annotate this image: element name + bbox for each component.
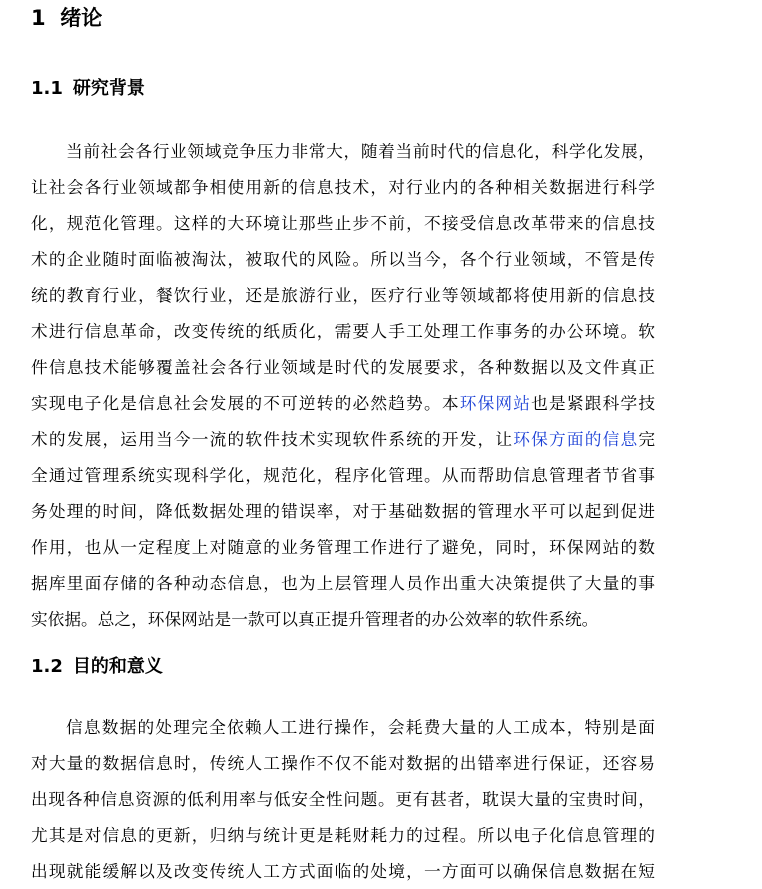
paragraph-line: 信息数据的处理完全依赖人工进行操作，会耗费大量的人工成本，特别是面	[66, 717, 655, 737]
environmental-site-link[interactable]: 环保网站	[459, 393, 532, 413]
paragraph-line: 件信息技术能够覆盖社会各行业领域是时代的发展要求，各种数据以及文件真正	[31, 357, 655, 377]
chapter-title: 绪论	[60, 6, 103, 30]
line-text: 实现电子化是信息社会发展的不可逆转的必然趋势。本	[31, 393, 460, 413]
paragraph-line: 全通过管理系统实现科学化，规范化，程序化管理。从而帮助信息管理者节省事	[31, 465, 655, 485]
paragraph-line: 务处理的时间，降低数据处理的错误率，对于基础数据的管理水平可以起到促进	[31, 501, 655, 521]
paragraph-line: 术的企业随时面临被淘汰，被取代的风险。所以当今，各个行业领域，不管是传	[31, 249, 655, 269]
background-paragraph	[31, 133, 655, 637]
section-number: 1.2	[31, 656, 63, 677]
paragraph-line: 化，规范化管理。这样的大环境让那些止步不前，不接受信息改革带来的信息技	[31, 213, 655, 233]
paragraph-line: 作用，也从一定程度上对随意的业务管理工作进行了避免，同时，环保网站的数	[31, 537, 655, 557]
paragraph-line: 出现各种信息资源的低利用率与低安全性问题。更有甚者，耽误大量的宝贵时间，	[31, 789, 655, 809]
section-heading-purpose	[31, 654, 163, 680]
purpose-paragraph	[31, 709, 655, 889]
line-text: 也是紧跟科学技	[531, 393, 656, 413]
paragraph-line: 让社会各行业领域都争相使用新的信息技术，对行业内的各种相关数据进行科学	[31, 177, 655, 197]
paragraph-line: 术进行信息革命，改变传统的纸质化，需要人手工处理工作事务的办公环境。软	[31, 321, 655, 341]
paragraph-line: 尤其是对信息的更新，归纳与统计更是耗财耗力的过程。所以电子化信息管理的	[31, 825, 655, 845]
paragraph-line: 当前社会各行业领域竞争压力非常大，随着当前时代的信息化，科学化发展，	[66, 141, 655, 161]
paragraph-line: 出现就能缓解以及改变传统人工方式面临的处境，一方面可以确保信息数据在短	[31, 861, 655, 881]
paragraph-line: 对大量的数据信息时，传统人工操作不仅不能对数据的出错率进行保证，还容易	[31, 753, 655, 773]
environmental-info-link[interactable]: 环保方面的信息	[513, 429, 639, 449]
section-heading-background	[31, 76, 145, 102]
paragraph-line: 据库里面存储的各种动态信息，也为上层管理人员作出重大决策提供了大量的事	[31, 573, 655, 593]
line-text: 术的发展，运用当今一流的软件技术实现软件系统的开发，让	[31, 429, 514, 449]
paragraph-line: 实依据。总之，环保网站是一款可以真正提升管理者的办公效率的软件系统。	[31, 609, 599, 629]
section-number: 1.1	[31, 78, 63, 99]
chapter-heading	[31, 4, 102, 32]
paragraph-line: 统的教育行业，餐饮行业，还是旅游行业，医疗行业等领域都将使用新的信息技	[31, 285, 655, 305]
section-title: 研究背景	[72, 78, 145, 99]
section-title: 目的和意义	[72, 656, 163, 677]
line-text: 完	[638, 429, 656, 449]
chapter-number: 1	[31, 6, 46, 30]
paragraph-line	[31, 421, 655, 457]
paragraph-line	[31, 385, 655, 421]
